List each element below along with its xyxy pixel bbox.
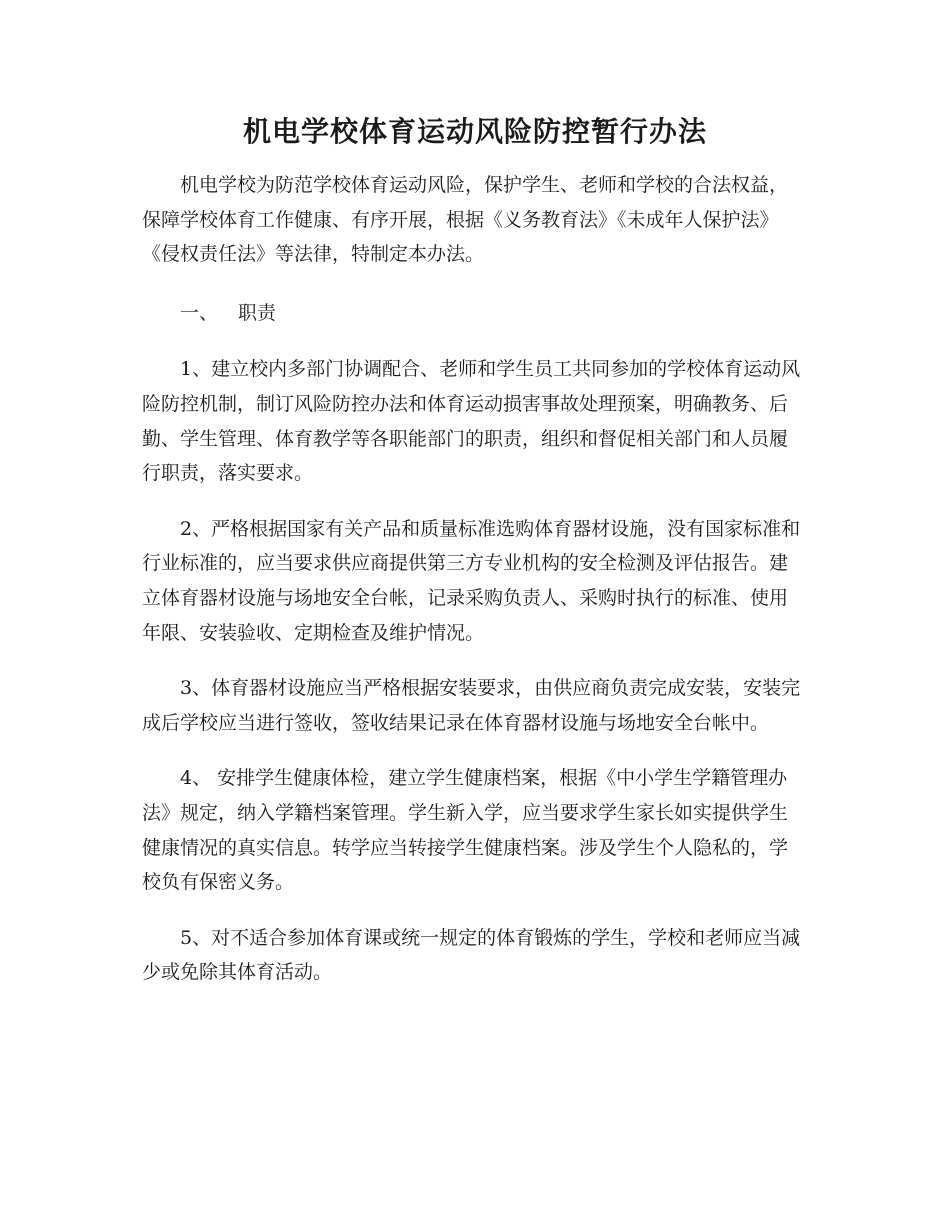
- list-item-2: 2、严格根据国家有关产品和质量标准选购体育器材设施，没有国家标准和行业标准的，应当要求供应商提供第三方专业机构的安全检测及评估报告。建立体育器材设施与场地安全台帐，记录采购负责人、采购时执行的标准、使用年限、安装验收、定期检查及维护情况。: [142, 517, 801, 644]
- paragraph-spacer: [142, 740, 806, 761]
- paragraph-spacer: [142, 650, 806, 671]
- list-item-5: 5、对不适合参加体育课或统一规定的体育锻炼的学生，学校和老师应当减少或免除其体育活动。: [142, 926, 801, 984]
- section-label: 职责: [238, 301, 277, 324]
- document-title: 机电学校体育运动风险防控暂行办法: [242, 115, 707, 148]
- list-item-4: 4、 安排学生健康体检，建立学生健康档案，根据《中小学生学籍管理办法》规定，纳入学籍档案管理。学生新入学，应当要求学生家长如实提供学生健康情况的真实信息。转学应当转接学生健康档案。涉及学生个人隐私的，学校负有保密义务。: [142, 767, 789, 894]
- document-body: [142, 168, 806, 990]
- intro-paragraph: 机电学校为防范学校体育运动风险，保护学生、老师和学校的合法权益，保障学校体育工作健康、有序开展，根据《义务教育法》《未成年人保护法》《侵权责任法》等法律，特制定本办法。: [142, 174, 789, 266]
- paragraph-spacer: [142, 900, 806, 921]
- paragraph-spacer: [142, 491, 806, 512]
- section-number: 一、: [180, 301, 219, 324]
- paragraph-spacer: [142, 272, 806, 296]
- paragraph-spacer: [142, 330, 806, 352]
- list-item-3: 3、体育器材设施应当严格根据安装要求，由供应商负责完成安装，安装完成后学校应当进行签收，签收结果记录在体育器材设施与场地安全台帐中。: [142, 677, 801, 734]
- section-heading: [142, 296, 806, 331]
- list-item-1: 1、建立校内多部门协调配合、老师和学生员工共同参加的学校体育运动风险防控机制，制订风险防控办法和体育运动损害事故处理预案，明确教务、后勤、学生管理、体育教学等各职能部门的职责，组织和督促相关部门和人员履行职责，落实要求。: [142, 358, 801, 485]
